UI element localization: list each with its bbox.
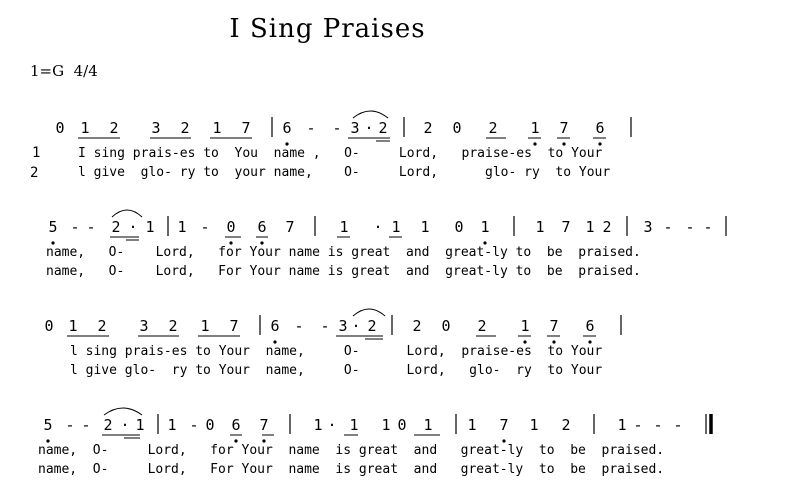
dot-mark: · xyxy=(373,218,383,236)
dash-extension: - xyxy=(633,416,643,434)
note-digit: 1 xyxy=(467,416,477,434)
lyric-line-2-verse-2: name, O- Lord, For Your name is great and great-ly to be praised. xyxy=(46,264,641,279)
note-digit: 1 xyxy=(535,218,545,236)
note-digit: 2 xyxy=(109,119,119,137)
dash-extension: - xyxy=(653,416,663,434)
note-digit: 7 xyxy=(561,218,571,236)
dash-extension: - xyxy=(189,416,199,434)
note-digit: 7 xyxy=(559,119,569,137)
note-digit: 0 xyxy=(44,317,54,335)
note-digit: 5 xyxy=(48,218,58,236)
note-digit: 1 xyxy=(145,218,155,236)
note-digit: 7 xyxy=(549,317,559,335)
dash-extension: - xyxy=(320,317,330,335)
note-digit: 1 xyxy=(423,416,433,434)
note-digit: 1 xyxy=(617,416,627,434)
note-digit: 2 xyxy=(103,416,113,434)
note-digit: 6 xyxy=(231,416,241,434)
note-digit: 0 xyxy=(55,119,65,137)
dash-extension: - xyxy=(663,218,673,236)
note-digit: 6 xyxy=(270,317,280,335)
note-digit: 6 xyxy=(257,218,267,236)
note-digit: 1 xyxy=(381,416,391,434)
verse-number-2: 2 xyxy=(30,165,39,181)
dash-extension: - xyxy=(294,317,304,335)
lyric-line-4-verse-2: name, O- Lord, For Your name is great and great-ly to be praised. xyxy=(38,462,665,477)
lyric-line-1-verse-2: l give glo- ry to your name, O- Lord, glo- ry to Your xyxy=(78,165,611,180)
note-digit: 2 xyxy=(488,119,498,137)
note-digit: 6 xyxy=(585,317,595,335)
note-digit: 7 xyxy=(241,119,251,137)
note-digit: 1 xyxy=(177,218,187,236)
note-digit: 1 xyxy=(200,317,210,335)
song-title: I Sing Praises xyxy=(229,14,426,44)
note-digit: 7 xyxy=(499,416,509,434)
dot-mark: · xyxy=(351,317,361,335)
note-digit: 1 xyxy=(339,218,349,236)
note-digit: 3 xyxy=(350,119,360,137)
note-digit: 2 xyxy=(378,119,388,137)
slur xyxy=(104,408,142,415)
note-digit: 2 xyxy=(168,317,178,335)
note-digit: 0 xyxy=(452,119,462,137)
note-digit: 7 xyxy=(229,317,239,335)
note-digit: 2 xyxy=(423,119,433,137)
note-digit: 2 xyxy=(367,317,377,335)
dash-extension: - xyxy=(200,218,210,236)
dot-mark: · xyxy=(128,218,138,236)
note-digit: 1 xyxy=(68,317,78,335)
lyric-line-1-verse-1: I sing prais-es to You name , O- Lord, praise-es to Your xyxy=(78,146,603,161)
dot-mark: · xyxy=(327,416,337,434)
note-digit: 2 xyxy=(477,317,487,335)
dash-extension: - xyxy=(81,416,91,434)
note-digit: 2 xyxy=(602,218,612,236)
note-digit: 2 xyxy=(180,119,190,137)
note-digit: 3 xyxy=(151,119,161,137)
note-digit: 1 xyxy=(313,416,323,434)
note-digit: 0 xyxy=(226,218,236,236)
dash-extension: - xyxy=(70,218,80,236)
note-digit: 1 xyxy=(349,416,359,434)
slur xyxy=(353,111,388,118)
lyric-line-3-verse-2: l give glo- ry to Your name, O- Lord, glo- ry to Your xyxy=(70,363,603,378)
slur xyxy=(353,309,385,316)
note-digit: 1 xyxy=(529,416,539,434)
note-digit: 1 xyxy=(520,317,530,335)
note-digit: 1 xyxy=(391,218,401,236)
note-digit: 3 xyxy=(139,317,149,335)
note-digit: 1 xyxy=(167,416,177,434)
note-digit: 6 xyxy=(282,119,292,137)
note-digit: 3 xyxy=(643,218,653,236)
note-digit: 3 xyxy=(338,317,348,335)
lyric-line-4-verse-1: name, O- Lord, for Your name is great and great-ly to be praised. xyxy=(38,443,665,458)
key-signature: 1=G 4/4 xyxy=(30,62,98,80)
note-digit: 1 xyxy=(135,416,145,434)
lyric-line-2-verse-1: name, O- Lord, for Your name is great and great-ly to be praised. xyxy=(46,245,641,260)
note-digit: 1 xyxy=(80,119,90,137)
note-digit: 1 xyxy=(212,119,222,137)
verse-number-1: 1 xyxy=(32,145,41,161)
note-digit: 1 xyxy=(585,218,595,236)
note-digit: 0 xyxy=(441,317,451,335)
dot-mark: · xyxy=(364,119,374,137)
dash-extension: - xyxy=(306,119,316,137)
dash-extension: - xyxy=(685,218,695,236)
note-digit: 0 xyxy=(397,416,407,434)
note-digit: 2 xyxy=(111,218,121,236)
note-digit: 7 xyxy=(285,218,295,236)
note-digit: 6 xyxy=(595,119,605,137)
note-digit: 5 xyxy=(43,416,53,434)
slur xyxy=(112,210,142,217)
dash-extension: - xyxy=(86,218,96,236)
note-digit: 2 xyxy=(561,416,571,434)
note-digit: 7 xyxy=(259,416,269,434)
lyric-line-3-verse-1: l sing prais-es to Your name, O- Lord, praise-es to Your xyxy=(70,344,603,359)
note-digit: 1 xyxy=(480,218,490,236)
note-digit: 1 xyxy=(530,119,540,137)
note-digit: 0 xyxy=(205,416,215,434)
dash-extension: - xyxy=(332,119,342,137)
dash-extension: - xyxy=(65,416,75,434)
dot-mark: · xyxy=(120,416,130,434)
note-digit: 2 xyxy=(97,317,107,335)
note-digit: 1 xyxy=(420,218,430,236)
dash-extension: - xyxy=(703,218,713,236)
note-digit: 0 xyxy=(454,218,464,236)
dash-extension: - xyxy=(673,416,683,434)
note-digit: 2 xyxy=(412,317,422,335)
